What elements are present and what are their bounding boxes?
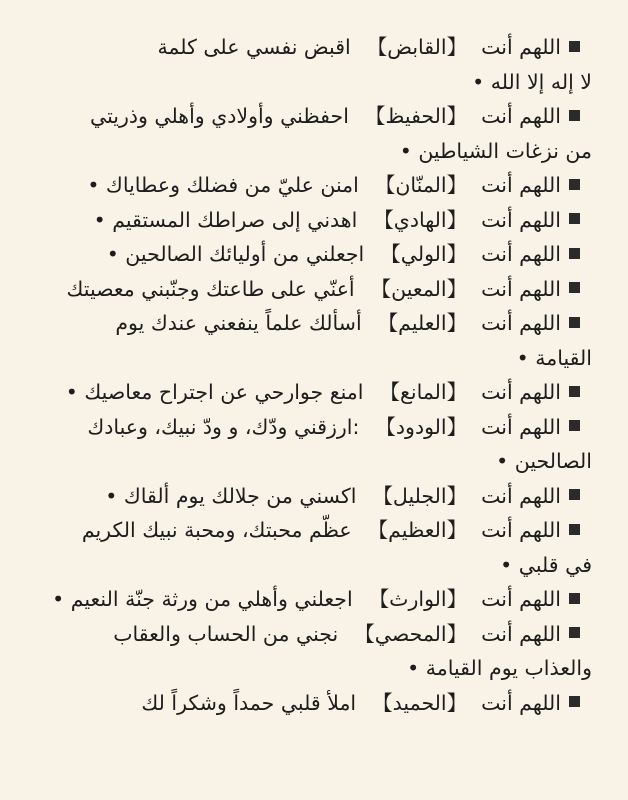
square-bullet-icon (569, 696, 580, 707)
dua-prefix: اللهم أنت (481, 242, 561, 266)
dua-text: اكسني من جلالك يوم ألقاك • (105, 483, 357, 508)
dua-text: نجني من الحساب والعقاب (113, 621, 339, 646)
dua-text: والعذاب يوم القيامة • (407, 656, 592, 680)
dua-text: عظّم محبتك، ومحبة نبيك الكريم (81, 518, 352, 542)
divine-name: 【الودود】 (375, 414, 468, 439)
dua-text: في قلبي • (500, 552, 592, 577)
square-bullet-icon (569, 386, 580, 397)
dua-line (20, 30, 580, 65)
divine-name: 【المانع】 (379, 380, 468, 404)
dua-prefix: اللهم أنت (481, 690, 561, 715)
square-bullet-icon (569, 593, 580, 604)
dua-text: أعنّي على طاعتك وجنّبني معصيتك (66, 276, 355, 301)
divine-name: 【الوارث】 (368, 587, 468, 611)
divine-name: 【الحفيظ】 (364, 104, 468, 128)
dua-text: أسألك علماً ينفعني عندك يوم (115, 311, 362, 335)
dua-prefix: اللهم أنت (481, 276, 561, 301)
dua-prefix: اللهم أنت (481, 173, 561, 197)
dua-prefix: اللهم أنت (481, 35, 561, 59)
dua-text: من نزغات الشياطين • (399, 138, 592, 163)
dua-prefix: اللهم أنت (481, 207, 561, 232)
dua-line (20, 237, 580, 272)
divine-name: 【العليم】 (377, 311, 468, 335)
divine-name: 【المعين】 (370, 276, 468, 301)
dua-prefix: اللهم أنت (481, 104, 561, 128)
dua-line (20, 99, 580, 134)
dua-prefix: اللهم أنت (481, 621, 561, 646)
dua-line (20, 375, 580, 410)
dua-continuation-line (20, 651, 592, 686)
square-bullet-icon (569, 420, 580, 431)
dua-text: امنع جوارحي عن اجتراح معاصيك • (65, 380, 364, 404)
dua-line (20, 686, 580, 721)
dua-prefix: اللهم أنت (481, 311, 561, 335)
dua-list (20, 30, 592, 720)
dua-line (20, 513, 580, 548)
dua-prefix: اللهم أنت (481, 587, 561, 611)
dua-continuation-line (20, 134, 592, 169)
dua-line (20, 168, 580, 203)
dua-text: :ارزقني ودّك، و ودّ نبيك، وعبادك (87, 414, 360, 439)
dua-text: لا إله إلا الله • (472, 69, 592, 94)
dua-text: الصالحين • (496, 449, 592, 473)
dua-prefix: اللهم أنت (481, 414, 561, 439)
divine-name: 【المحصي】 (354, 621, 468, 646)
dua-line (20, 479, 580, 514)
square-bullet-icon (569, 627, 580, 638)
dua-line (20, 203, 580, 238)
square-bullet-icon (569, 248, 580, 259)
divine-name: 【الحميد】 (372, 690, 468, 715)
dua-prefix: اللهم أنت (481, 483, 561, 508)
dua-line (20, 272, 580, 307)
dua-text: اهدني إلى صراطك المستقيم • (93, 207, 358, 232)
dua-text: القيامة • (516, 345, 592, 370)
square-bullet-icon (569, 110, 580, 121)
dua-text: احفظني وأولادي وأهلي وذريتي (89, 104, 349, 128)
dua-prefix: اللهم أنت (481, 518, 561, 542)
dua-text: اقبض نفسي على كلمة (157, 35, 351, 59)
square-bullet-icon (569, 41, 580, 52)
divine-name: 【المنّان】 (374, 173, 468, 197)
dua-line (20, 582, 580, 617)
divine-name: 【القابض】 (366, 35, 468, 59)
dua-line (20, 410, 580, 445)
square-bullet-icon (569, 213, 580, 224)
divine-name: 【الولي】 (380, 242, 468, 266)
dua-prefix: اللهم أنت (481, 380, 561, 404)
dua-line (20, 617, 580, 652)
divine-name: 【الهادي】 (373, 207, 468, 232)
dua-continuation-line (20, 444, 592, 479)
square-bullet-icon (569, 179, 580, 190)
dua-text: اجعلني وأهلي من ورثة جنّة النعيم • (52, 587, 353, 611)
divine-name: 【العظيم】 (367, 518, 468, 542)
square-bullet-icon (569, 282, 580, 293)
dua-line (20, 306, 580, 341)
dua-text: املأ قلبي حمداً وشكراً لك (141, 690, 357, 715)
dua-text: امنن عليّ من فضلك وعطاياك • (87, 173, 359, 197)
dua-text: اجعلني من أوليائك الصالحين • (106, 242, 365, 266)
dua-continuation-line (20, 548, 592, 583)
dua-continuation-line (20, 65, 592, 100)
square-bullet-icon (569, 317, 580, 328)
divine-name: 【الجليل】 (372, 483, 468, 508)
dua-continuation-line (20, 341, 592, 376)
square-bullet-icon (569, 524, 580, 535)
square-bullet-icon (569, 489, 580, 500)
